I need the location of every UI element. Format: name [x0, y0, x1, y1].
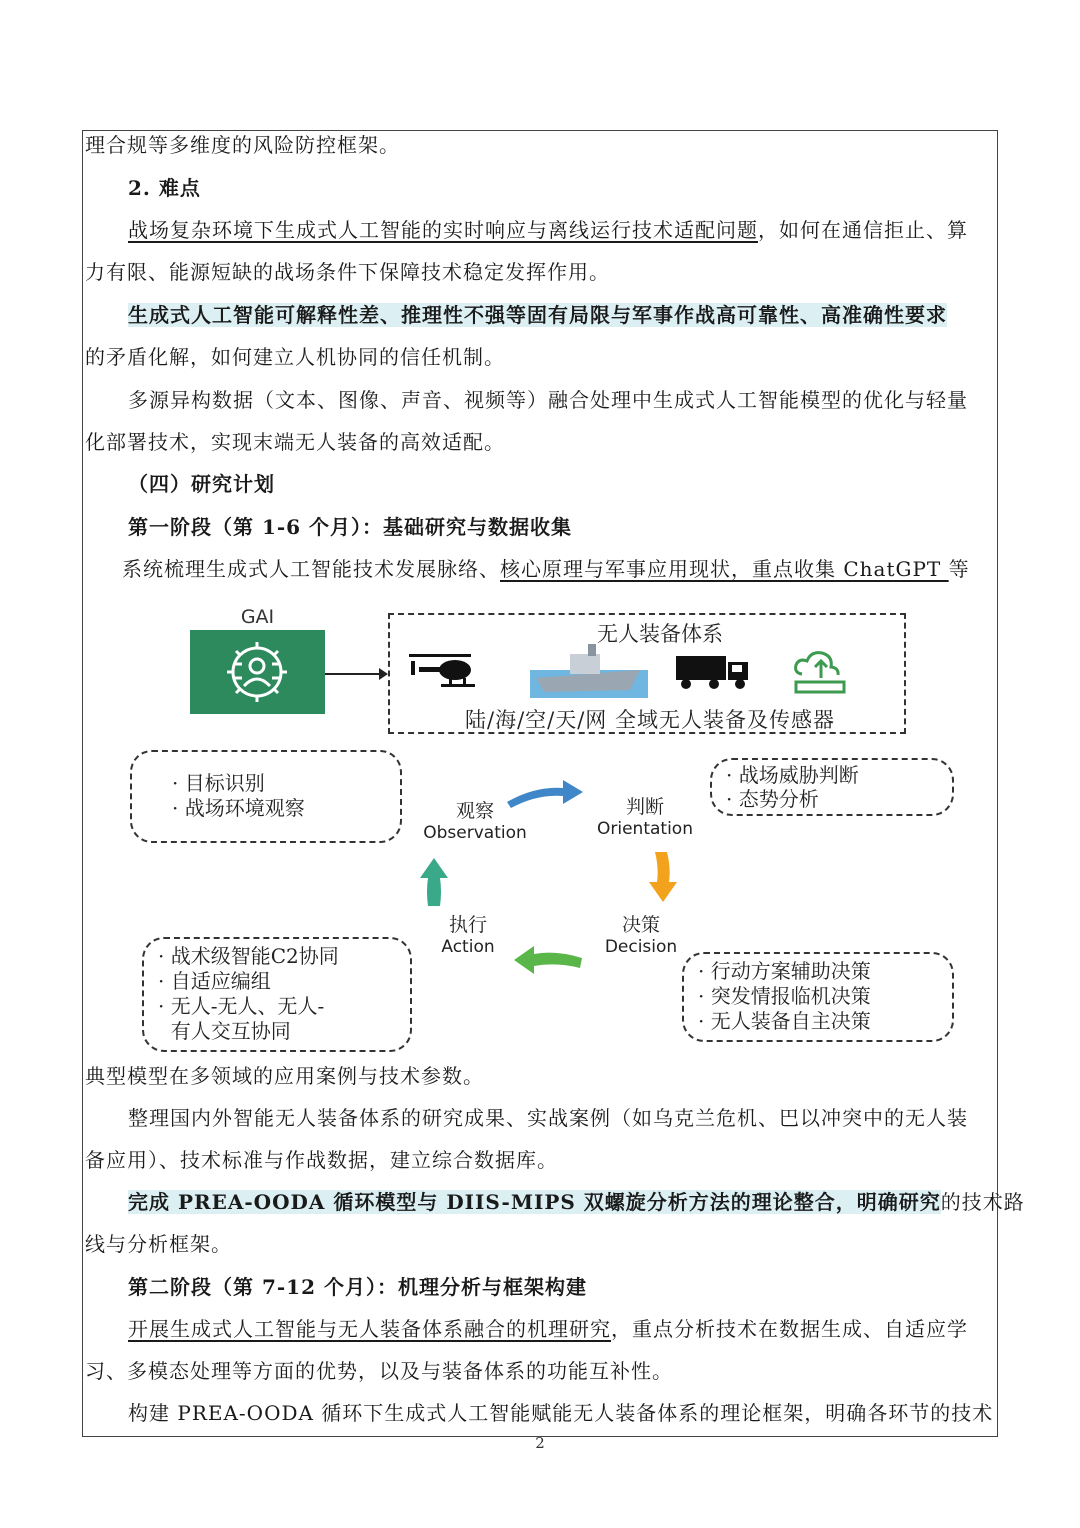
gai-label: GAI	[240, 606, 275, 628]
section-heading: （四）研究计划	[128, 472, 275, 496]
gear-person-icon	[190, 630, 325, 714]
paragraph-line: 备应用）、技术标准与作战数据，建立综合数据库。	[85, 1148, 558, 1172]
act-item: · 无人-无人、无人-	[158, 994, 325, 1018]
stage-orient-en: Orientation	[597, 819, 693, 839]
helicopter-icon	[405, 648, 505, 692]
arrow-right-icon	[325, 664, 389, 684]
arrow-green-icon	[512, 946, 584, 976]
section-heading: 第一阶段（第 1-6 个月）：基础研究与数据收集	[128, 515, 573, 539]
orient-item: · 态势分析	[726, 787, 819, 811]
paragraph-line	[128, 1315, 997, 1343]
paragraph-line	[128, 1188, 1025, 1216]
act-item: · 自适应编组	[158, 969, 271, 993]
paragraph-line: 线与分析框架。	[85, 1232, 232, 1256]
highlighted-text: 生成式人工智能可解释性差、推理性不强等固有局限与军事作战高可靠性、高准确性要求	[128, 303, 947, 327]
stage-act-zh: 执行	[448, 914, 487, 936]
stage-observe-zh: 观察	[455, 800, 494, 822]
paragraph-line	[122, 555, 1034, 583]
section-heading: 第二阶段（第 7-12 个月）：机理分析与框架构建	[128, 1275, 587, 1299]
paragraph-line: 的矛盾化解，如何建立人机协同的信任机制。	[85, 345, 505, 369]
text-span: ，重点分析技术在数据生成、自适应学	[611, 1317, 968, 1341]
text-line: 理合规等多维度的风险防控框架。	[85, 133, 400, 157]
arrow-blue-icon	[505, 776, 585, 810]
underlined-text: 战场复杂环境下生成式人工智能的实时响应与离线运行技术适配问题	[128, 218, 758, 242]
act-item: · 战术级智能C2协同	[158, 944, 339, 968]
truck-icon	[672, 652, 756, 692]
paragraph-line: 力有限、能源短缺的战场条件下保障技术稳定发挥作用。	[85, 260, 610, 284]
observe-item: · 战场环境观察	[172, 796, 305, 820]
stage-decide-zh: 决策	[621, 914, 660, 936]
gai-icon-box	[190, 630, 325, 714]
arrow-orange-icon	[645, 852, 685, 904]
paragraph-line: 整理国内外智能无人装备体系的研究成果、实战案例（如乌克兰危机、巴以冲突中的无人装	[128, 1106, 968, 1130]
paragraph-line: 习、多模态处理等方面的优势，以及与装备体系的功能互补性。	[85, 1359, 673, 1383]
section-heading: 2. 难点	[128, 176, 201, 200]
paragraph-line: 构建 PREA-OODA 循环下生成式人工智能赋能无人装备体系的理论框架，明确各环节的技术	[128, 1401, 994, 1425]
stage-decide-en: Decision	[604, 937, 678, 957]
stage-orient-zh: 判断	[625, 796, 664, 818]
act-item: 有人交互协同	[158, 1019, 291, 1043]
orient-item: · 战场威胁判断	[726, 763, 859, 787]
decide-item: · 无人装备自主决策	[698, 1009, 871, 1033]
page-number: 2	[535, 1434, 545, 1452]
paragraph-line: 化部署技术，实现末端无人装备的高效适配。	[85, 430, 505, 454]
highlighted-text: 完成 PREA-OODA 循环模型与 DIIS-MIPS 双螺旋分析方法的理论整合，明确研究	[128, 1190, 941, 1214]
decide-item: · 行动方案辅助决策	[698, 959, 871, 983]
text-span: 的技术路	[940, 1190, 1025, 1214]
stage-act	[420, 914, 516, 958]
text-span: ，如何在通信拒止、算	[758, 218, 968, 242]
paragraph-line: 典型模型在多领域的应用案例与技术参数。	[85, 1064, 484, 1088]
ship-icon	[530, 640, 648, 698]
stage-act-en: Action	[441, 937, 495, 957]
stage-orient	[575, 796, 715, 840]
paragraph-line	[128, 301, 997, 329]
decide-item: · 突发情报临机决策	[698, 984, 871, 1008]
paragraph-line: 多源异构数据（文本、图像、声音、视频等）融合处理中生成式人工智能模型的优化与轻量	[128, 388, 968, 412]
arrow-teal-icon	[416, 858, 452, 906]
text-span: 系统梳理生成式人工智能技术发展脉络、	[122, 557, 500, 581]
equipment-system-title: 无人装备体系	[597, 622, 723, 646]
stage-decide	[585, 914, 697, 958]
cloud-upload-icon	[790, 648, 852, 696]
paragraph-line	[128, 216, 997, 244]
underlined-text: 核心原理与军事应用现状，重点收集 ChatGPT	[500, 557, 949, 581]
observe-item: · 目标识别	[172, 771, 265, 795]
text-span: 等	[948, 557, 970, 581]
equipment-system-subtitle: 陆/海/空/天/网 全域无人装备及传感器	[465, 708, 835, 732]
stage-observe-en: Observation	[423, 823, 527, 843]
underlined-text: 开展生成式人工智能与无人装备体系融合的机理研究	[128, 1317, 611, 1341]
